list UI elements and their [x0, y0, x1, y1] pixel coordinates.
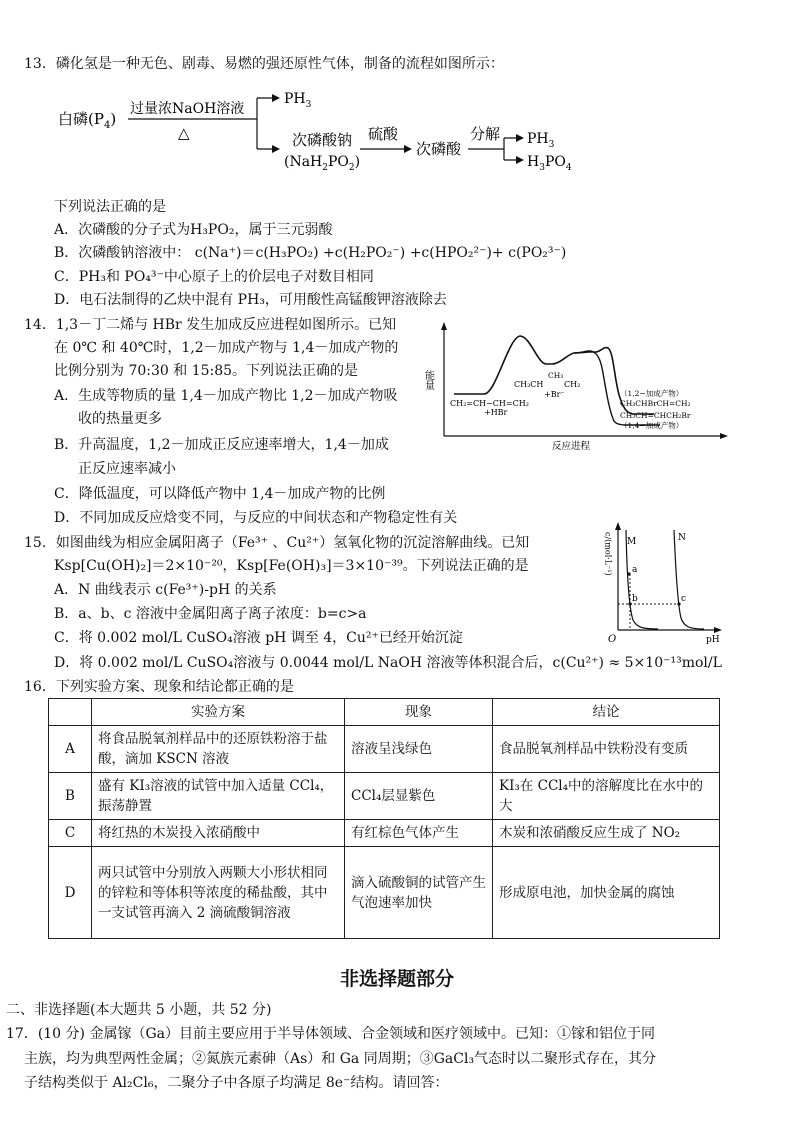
row-phenomenon: 滴入硫酸铜的试管产生气泡速率加快: [345, 847, 493, 939]
table-row: [49, 773, 720, 820]
q17-line3: 子结构类似于 Al₂Cl₆，二聚分子中各原子均满足 8e⁻结构。请回答：: [24, 1075, 449, 1091]
flow-heat: △: [178, 124, 190, 142]
q14-intermediate-right: CH₂: [564, 380, 581, 389]
q14-energy-diagram: [424, 318, 734, 460]
q14-reactant: CH₂=CH−CH=CH₂: [450, 399, 529, 408]
section-heading: 二、非选择题(本大题共 5 小题，共 52 分): [6, 1002, 272, 1018]
q15-point-b: b: [632, 594, 638, 604]
q13-option-c: C．PH₃和 PO₄³⁻中心原子上的价层电子对数目相同: [54, 269, 374, 285]
header-conclusion: 结论: [493, 699, 720, 726]
q14-option-b: B．升高温度，1,2－加成正反应速率增大，1,4－加成: [54, 437, 389, 453]
q15-ksp: Ksp[Cu(OH)₂]＝2×10⁻²⁰，Ksp[Fe(OH)₃]＝3×10⁻³⁹。下列说法正确的是: [54, 558, 529, 574]
q15-curve-m: M: [627, 537, 637, 547]
q14-product2-formula: CH₃CH=CHCH₂Br: [620, 411, 691, 420]
flow-decompose: 分解: [470, 125, 501, 143]
q14-option-b-cont: 正反应速率减小: [78, 461, 176, 477]
q14-option-d: D．不同加成反应焓变不同，与反应的中间状态和产物稳定性有关: [54, 510, 458, 526]
q14-option-a: A．生成等物质的量 1,4－加成产物比 1,2－加成产物吸: [54, 388, 398, 404]
row-plan: 两只试管中分别放入两颗大小形状相同的锌粒和等体积等浓度的稀盐酸，其中一支试管再滴入 2 滴硫酸铜溶液: [92, 847, 345, 939]
q15-option-a: A．N 曲线表示 c(Fe³⁺)-pH 的关系: [54, 582, 277, 598]
header-plan: 实验方案: [92, 699, 345, 726]
q14-stem-line1: 14．1,3－丁二烯与 HBr 发生加成反应进程如图所示。已知: [24, 317, 397, 333]
q14-product1-formula: CH₃CHBrCH=CH₂: [620, 399, 691, 408]
q15-origin: O: [608, 634, 617, 645]
q13-option-a: A．次磷酸的分子式为H₃PO₂，属于三元弱酸: [54, 222, 333, 238]
q14-option-a-cont: 收的热量更多: [78, 411, 162, 427]
section-title: 非选择题部分: [339, 968, 454, 990]
q14-stem-line2: 在 0℃ 和 40℃时，1,2－加成产物与 1,4－加成产物的: [54, 340, 399, 356]
q17-line2: 主族，均为典型两性金属；②氮族元素砷（As）和 Ga 同周期；③GaCl₃气态时以二聚形式存在，其分: [24, 1051, 657, 1067]
row-plan: 盛有 KI₃溶液的试管中加入适量 CCl₄，振荡静置: [92, 773, 345, 820]
header-option: [49, 699, 92, 726]
q15-curve-n: N: [678, 533, 686, 543]
row-option: C: [49, 820, 92, 847]
q14-intermediate-br: +Br⁻: [544, 390, 565, 399]
q14-stem-line3: 比例分别为 70:30 和 15:85。下列说法正确的是: [54, 363, 359, 379]
q14-product1: （1,2−加成产物）: [620, 389, 684, 398]
q13-question: 下列说法正确的是: [54, 199, 166, 215]
row-plan: 将食品脱氧剂样品中的还原铁粉溶于盐酸，滴加 KSCN 溶液: [92, 726, 345, 773]
flow-prod2: $H_3PO_4$: [527, 154, 572, 173]
q14-product2: （1,4−加成产物）: [620, 421, 684, 430]
row-conclusion: 形成原电池，加快金属的腐蚀: [493, 847, 720, 939]
row-plan: 将红热的木炭投入浓硝酸中: [92, 820, 345, 847]
table-row: [49, 820, 720, 847]
row-option: B: [49, 773, 92, 820]
q16-experiment-table: [48, 698, 720, 939]
row-phenomenon: 溶液呈浅绿色: [345, 726, 493, 773]
q14-reactant2: +HBr: [484, 408, 508, 417]
q15-option-b: B．a、b、c 溶液中金属阳离子离子浓度：b=c>a: [54, 606, 367, 622]
q15-ylabel: c/(mol·L⁻¹): [603, 532, 613, 576]
q14-ylabel: 能量: [422, 370, 434, 390]
q15-xlabel: pH: [706, 635, 720, 645]
q13-option-b: B．次磷酸钠溶液中： c(Na⁺)＝c(H₃PO₂) +c(H₂PO₂⁻) +c(HPO₂²⁻)+ c(PO₂³⁻): [54, 245, 567, 261]
table-header-row: [49, 699, 720, 726]
row-phenomenon: CCl₄层显紫色: [345, 773, 493, 820]
table-row: [49, 726, 720, 773]
q14-option-c: C．降低温度，可以降低产物中 1,4－加成产物的比例: [54, 486, 386, 502]
flow-reagent: 过量浓NaOH溶液: [130, 101, 245, 117]
flow-acid-reagent: 硫酸: [368, 125, 399, 143]
q15-stem: 15．如图曲线为相应金属阳离子（Fe³⁺ 、Cu²⁺）氢氧化物的沉淀溶解曲线。已知: [24, 535, 530, 551]
q15-option-c: C．将 0.002 mol/L CuSO₄溶液 pH 调至 4，Cu²⁺已经开始沉淀: [54, 630, 463, 646]
q13-stem: 13．磷化氢是一种无色、剧毒、易燃的强还原性气体，制备的流程如图所示：: [24, 56, 504, 72]
row-option: A: [49, 726, 92, 773]
row-conclusion: KI₃在 CCl₄中的溶解度比在水中的大: [493, 773, 720, 820]
table-row: [49, 847, 720, 939]
row-conclusion: 食品脱氧剂样品中铁粉没有变质: [493, 726, 720, 773]
q14-intermediate-top: CH₃: [548, 371, 564, 380]
flow-salt-formula: $(NaH_2PO_2)$: [284, 154, 361, 173]
q13-flow-diagram: [54, 86, 594, 178]
flow-salt: 次磷酸钠: [292, 131, 353, 149]
q15-point-a: a: [632, 565, 638, 575]
q14-intermediate: CH₃CH: [514, 380, 544, 389]
header-phenomenon: 现象: [345, 699, 493, 726]
flow-start: 白磷$(P_4)$: [58, 110, 117, 131]
q15-point-c: c: [681, 594, 687, 604]
row-phenomenon: 有红棕色气体产生: [345, 820, 493, 847]
row-option: D: [49, 847, 92, 939]
q14-xlabel: 反应进程: [552, 441, 591, 452]
flow-acid: 次磷酸: [416, 140, 462, 158]
flow-prod1: $PH_3$: [527, 131, 555, 150]
row-conclusion: 木炭和浓硝酸反应生成了 NO₂: [493, 820, 720, 847]
q17-line1: 17．(10 分) 金属镓（Ga）目前主要应用于半导体领域、合金领域和医疗领域中。已知：①镓和铝位于同: [6, 1026, 655, 1042]
q13-option-d: D．电石法制得的乙炔中混有 PH₃，可用酸性高锰酸钾溶液除去: [54, 292, 447, 308]
flow-ph3-top: $PH_3$: [284, 91, 312, 110]
q15-option-d: D．将 0.002 mol/L CuSO₄溶液与 0.0044 mol/L NaOH 溶液等体积混合后，c(Cu²⁺) ≈ 5×10⁻¹³mol/L: [54, 655, 722, 671]
q16-stem: 16．下列实验方案、现象和结论都正确的是: [24, 679, 294, 695]
q15-solubility-chart: [596, 518, 726, 648]
